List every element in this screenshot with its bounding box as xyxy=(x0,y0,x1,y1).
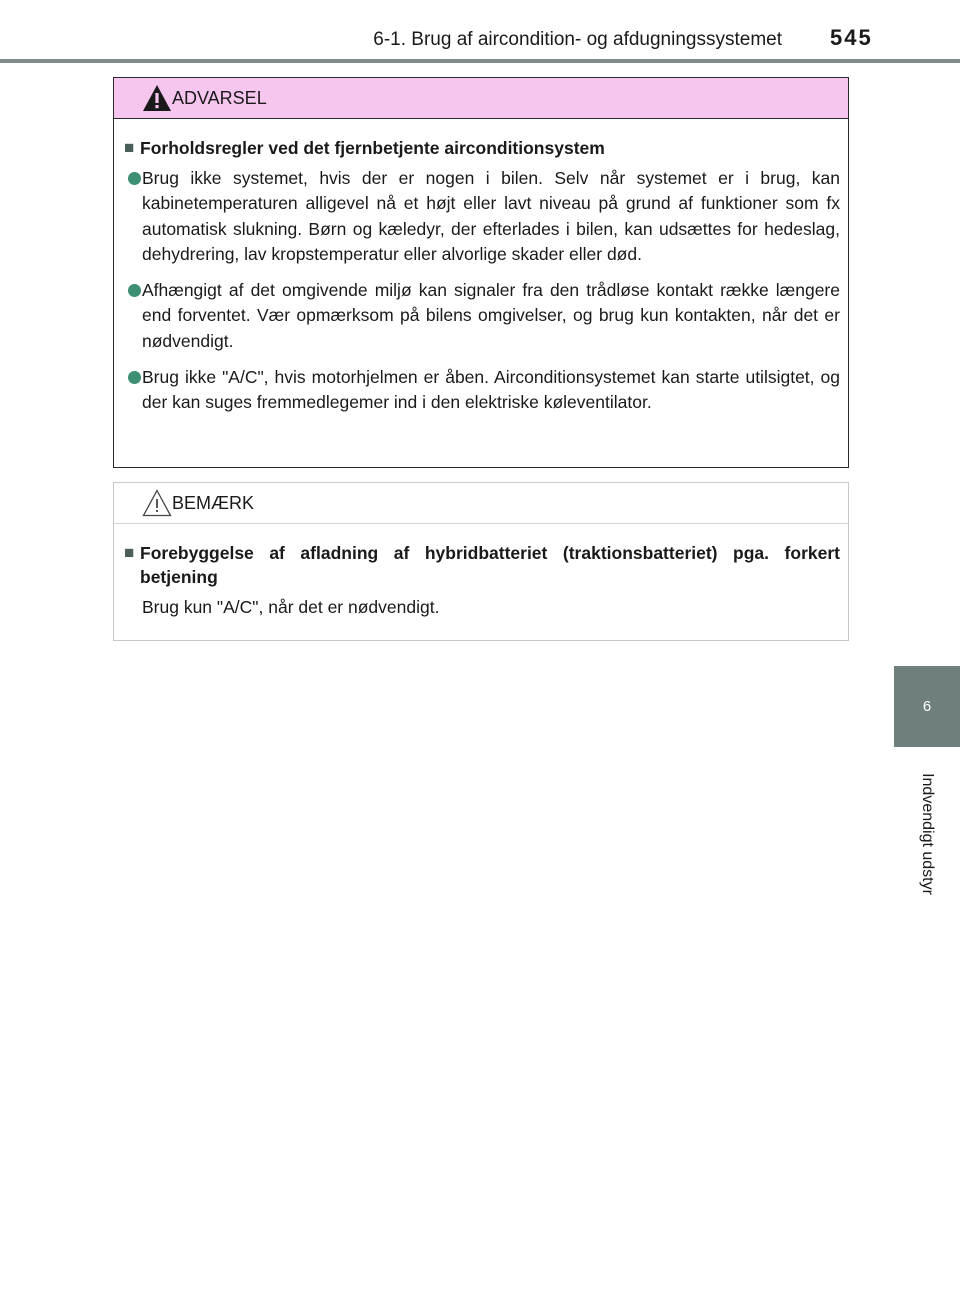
warning-label: ADVARSEL xyxy=(172,88,267,108)
bullet-text: Afhængigt af det omgivende miljø kan signaler fra den trådløse kontakt række længere end forventet. Vær opmærksom på bilens omgivelser, og brug kun kontakten, når det er nødvendigt. xyxy=(142,280,840,351)
notice-label: BEMÆRK xyxy=(172,493,255,513)
chapter-number: 6 xyxy=(922,698,932,715)
header-rule xyxy=(0,59,960,63)
warning-bullet-list xyxy=(124,166,840,416)
square-bullet-icon: ■ xyxy=(124,138,135,157)
warning-section-title-text: Forholdsregler ved det fjernbetjente airconditionsystem xyxy=(140,138,605,158)
page-number: 545 xyxy=(830,25,873,50)
bullet-dot-icon xyxy=(128,172,141,185)
caution-outline-icon xyxy=(142,489,172,517)
notice-header xyxy=(114,483,848,524)
chapter-tab xyxy=(894,666,960,747)
notice-section-title xyxy=(124,541,840,589)
warning-section-title xyxy=(124,136,840,160)
warning-icon xyxy=(142,84,172,112)
bullet-dot-icon xyxy=(128,371,141,384)
warning-header xyxy=(114,78,848,119)
notice-box xyxy=(113,482,849,641)
bullet-text: Brug ikke "A/C", hvis motorhjelmen er åben. Airconditionsystemet kan starte utilsigtet, og der kan suges fremmedlegemer ind i den elektriske køleventilator. xyxy=(142,367,840,413)
list-item xyxy=(124,365,840,416)
list-item xyxy=(124,166,840,267)
chapter-label: Indvendigt udstyr xyxy=(919,773,936,895)
chapter-header-title: 6-1. Brug af aircondition- og afdugningssystemet xyxy=(373,29,782,50)
list-item xyxy=(124,278,840,354)
bullet-dot-icon xyxy=(128,284,141,297)
bullet-text: Brug ikke systemet, hvis der er nogen i bilen. Selv når systemet er i brug, kan kabinetemperaturen alligevel nå et højt eller lavt niveau på grund af funktioner som fx automatisk slukning. Børn og kæledyr, der efterlades i bilen, kan udsættes for hedeslag, dehydrering, lav kropstemperatur eller alvorlige skader eller død. xyxy=(142,168,840,264)
warning-box xyxy=(113,77,849,468)
notice-section-title-text: Forebyggelse af afladning af hybridbatteriet (traktionsbatteriet) pga. forkert betjening xyxy=(140,543,840,587)
notice-text: Brug kun "A/C", når det er nødvendigt. xyxy=(142,597,440,617)
square-bullet-icon: ■ xyxy=(124,543,135,562)
